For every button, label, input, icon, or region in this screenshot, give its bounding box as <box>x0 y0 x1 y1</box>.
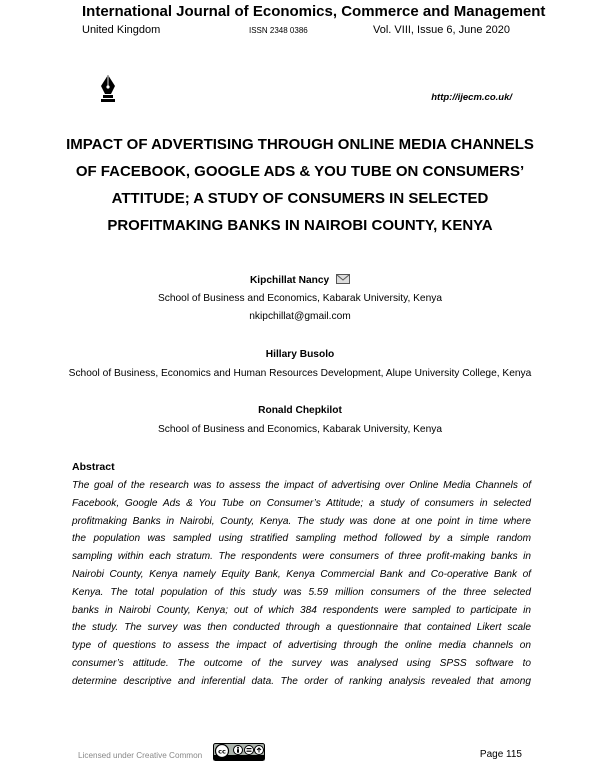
abstract-line: the study. The survey was then conducted through a questionnaire that contained Likert scale <box>72 622 531 634</box>
abstract-line: sampling within each stratum. The respondents were consumers of three profit-making banks in <box>72 551 531 563</box>
svg-text:cc: cc <box>218 747 226 756</box>
abstract-line: type of questions to assess the impact of advertising through the online media channels on <box>72 640 531 652</box>
page-number: Page 115 <box>479 749 522 760</box>
creative-commons-badge-icon[interactable] <box>213 743 265 761</box>
author-name: Kipchillat Nancy <box>249 275 330 286</box>
title-line: PROFITMAKING BANKS IN NAIROBI COUNTY, KENYA <box>107 217 493 234</box>
abstract-line: banks in Nairobi County, Kenya; out of which 384 respondents were sampled to participate in <box>72 604 531 616</box>
journal-issn: ISSN 2348 0386 <box>249 26 308 35</box>
abstract-line: the population was sampled using stratified sampling method followed by a simple random <box>72 533 531 545</box>
license-text: Licensed under Creative Common <box>78 751 203 760</box>
author-2-name: Hillary Busolo <box>265 349 335 360</box>
abstract-body <box>72 477 531 691</box>
title-line: ATTITUDE; A STUDY OF CONSUMERS IN SELECTED <box>111 190 489 207</box>
journal-volume: Vol. VIII, Issue 6, June 2020 <box>373 24 510 36</box>
abstract-line: Nairobi County, Kenya namely Equity Bank, Kenya Commercial Bank and Co-operative Bank of <box>72 568 531 580</box>
author-1 <box>0 274 600 286</box>
abstract-line: profitmaking Banks in Nairobi, County, Kenya. The study was done at one point in time where <box>72 515 531 527</box>
paper-title <box>40 131 560 239</box>
abstract-line: The goal of the research was to assess the impact of advertising over Online Media Channels of <box>72 480 531 491</box>
author-affiliation: School of Business, Economics and Human Resources Development, Alupe University College, Kenya <box>68 368 532 379</box>
envelope-icon[interactable] <box>336 274 350 284</box>
pen-nib-logo-icon <box>97 74 119 104</box>
author-email-link[interactable]: nkipchillat@gmail.com <box>249 311 351 322</box>
abstract-line: determine descriptive and inferential data. The order of ranking analysis revealed that among <box>72 675 531 687</box>
author-affiliation: School of Business and Economics, Kabarak University, Kenya <box>157 424 443 435</box>
abstract-line: consumer’s attitude. The outcome of the survey was analysed using SPSS software to <box>72 657 531 669</box>
abstract-line: Facebook, Google Ads & You Tube on Consumer’s Attitude; a study of consumers in selected <box>72 497 531 509</box>
author-affiliation: School of Business and Economics, Kabarak University, Kenya <box>157 293 443 304</box>
journal-country: United Kingdom <box>82 24 161 36</box>
author-3-name: Ronald Chepkilot <box>258 405 342 416</box>
abstract-heading: Abstract <box>72 461 115 473</box>
abstract-line: Kenya. The total population of this study was 5.59 million consumers of the three selected <box>72 586 531 598</box>
journal-title: International Journal of Economics, Commerce and Management <box>82 3 546 20</box>
title-line: OF FACEBOOK, GOOGLE ADS & YOU TUBE ON CONSUMERS’ <box>75 163 525 180</box>
title-line: IMPACT OF ADVERTISING THROUGH ONLINE MEDIA CHANNELS <box>66 136 534 153</box>
journal-url-link[interactable]: http://ijecm.co.uk/ <box>431 92 512 103</box>
